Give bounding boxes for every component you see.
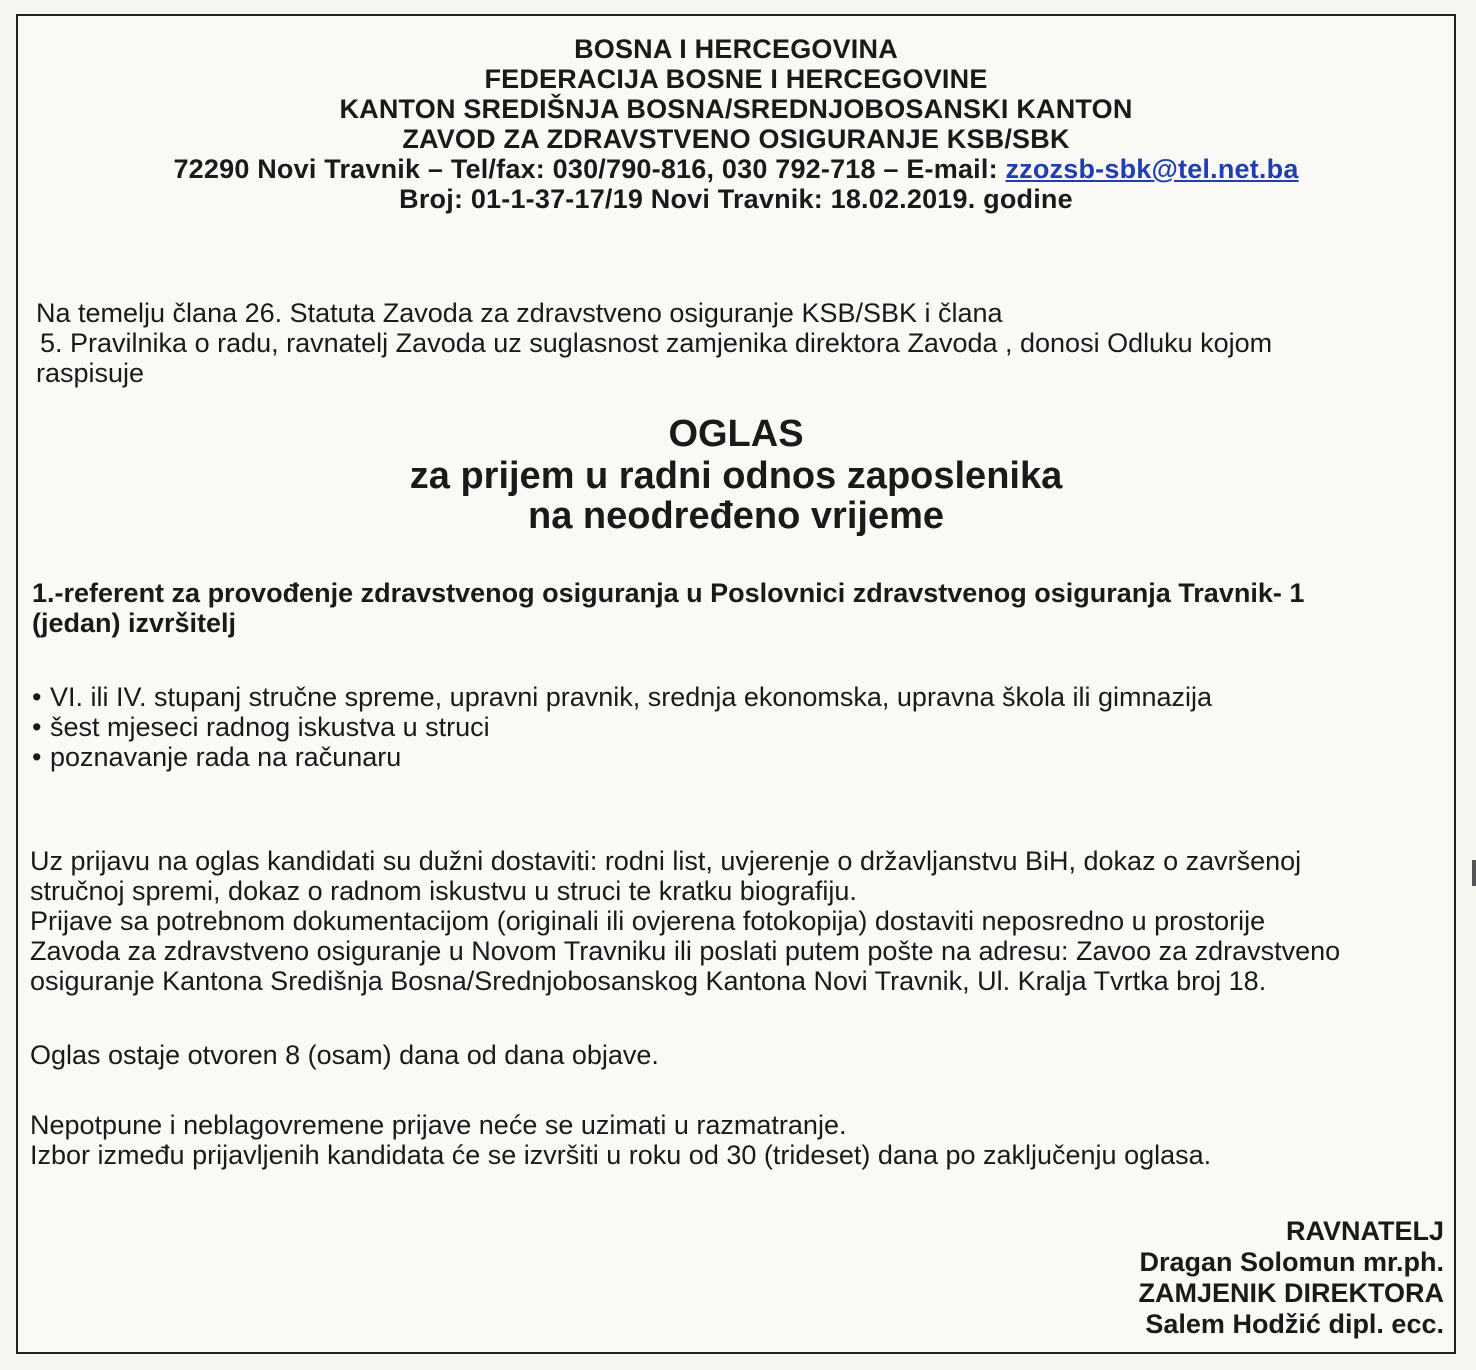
requirement-text: poznavanje rada na računaru (50, 742, 402, 772)
documents-line: osiguranje Kantona Središnja Bosna/Srednjobosanskog Kantona Novi Travnik, Ul. Kralja Tvrtka broj 18. (30, 966, 1267, 996)
country-name: BOSNA I HERCEGOVINA (574, 34, 898, 64)
intro-line: raspisuje (36, 358, 145, 388)
position-line: (jedan) izvršitelj (32, 608, 237, 638)
requirement-text: VI. ili IV. stupanj stručne spreme, upravni pravnik, srednja ekonomska, upravna škola ili gimnazija (50, 682, 1213, 712)
list-item (32, 712, 1432, 742)
contact-line (18, 154, 1454, 184)
closing-line: Izbor između prijavljenih kandidata će se izvršiti u roku od 30 (trideset) dana po zaključenju oglasa. (30, 1140, 1212, 1170)
signatory-name: Dragan Solomun mr.ph. (1139, 1247, 1444, 1277)
documents-paragraph (30, 846, 1440, 996)
requirements-list (32, 682, 1432, 772)
notice-subtitle: za prijem u radni odnos zaposlenika (409, 455, 1063, 497)
canton-name: KANTON SREDIŠNJA BOSNA/SREDNJOBOSANSKI KANTON (339, 94, 1133, 124)
signatory-title: RAVNATELJ (1285, 1216, 1444, 1246)
list-item (32, 742, 1432, 772)
documents-line: Uz prijavu na oglas kandidati su dužni dostaviti: rodni list, uvjerenje o državljanstvu BiH, dokaz o završenoj (30, 846, 1302, 876)
contact-text: 72290 Novi Travnik – Tel/fax: 030/790-816, 030 792-718 – E-mail: (173, 154, 1006, 184)
documents-line: Prijave sa potrebnom dokumentacijom (originali ili ovjerena fotokopija) dostaviti neposredno u prostorije (30, 906, 1266, 936)
notice-title: OGLAS (668, 413, 804, 455)
scan-edge-mark (1472, 860, 1476, 886)
signatory-title: ZAMJENIK DIREKTORA (1138, 1278, 1444, 1308)
requirement-text: šest mjeseci radnog iskustva u struci (50, 712, 490, 742)
position-line: 1.-referent za provođenje zdravstvenog osiguranja u Poslovnici zdravstvenog osiguranja Travnik- 1 (32, 578, 1305, 608)
signature-block (1138, 1216, 1444, 1340)
closing-paragraph (30, 1110, 1440, 1170)
notice-heading (18, 412, 1454, 536)
bullet-icon: • (32, 712, 42, 742)
list-item (32, 682, 1432, 712)
signatory-name: Salem Hodžić dipl. ecc. (1145, 1309, 1444, 1339)
notice-subtitle: na neodređeno vrijeme (527, 495, 944, 537)
open-period: Oglas ostaje otvoren 8 (osam) dana od dana objave. (30, 1040, 659, 1070)
institute-name: ZAVOD ZA ZDRAVSTVENO OSIGURANJE KSB/SBK (402, 124, 1070, 154)
documents-line: Zavoda za zdravstveno osiguranje u Novom Travniku ili poslati putem pošte na adresu: Zavoo za zdravstveno (30, 936, 1341, 966)
notice-frame (16, 14, 1456, 1354)
intro-line: 5. Pravilnika o radu, ravnatelj Zavoda uz suglasnost zamjenika direktora Zavoda , donosi Odluku kojom (40, 328, 1273, 358)
closing-line: Nepotpune i neblagovremene prijave neće se uzimati u razmatranje. (30, 1110, 847, 1140)
intro-line: Na temelju člana 26. Statuta Zavoda za zdravstveno osiguranje KSB/SBK i člana (36, 298, 1003, 328)
reference-number: Broj: 01-1-37-17/19 Novi Travnik: 18.02.2019. godine (399, 184, 1073, 214)
position-title (32, 578, 1442, 638)
bullet-icon: • (32, 682, 42, 712)
letterhead (18, 34, 1454, 214)
documents-line: stručnoj spremi, dokaz o radnom iskustvu u struci te kratku biografiju. (30, 876, 857, 906)
bullet-icon: • (32, 742, 42, 772)
intro-paragraph (36, 298, 1416, 388)
federation-name: FEDERACIJA BOSNE I HERCEGOVINE (484, 64, 988, 94)
email-link[interactable]: zzozsb-sbk@tel.net.ba (1005, 154, 1299, 184)
